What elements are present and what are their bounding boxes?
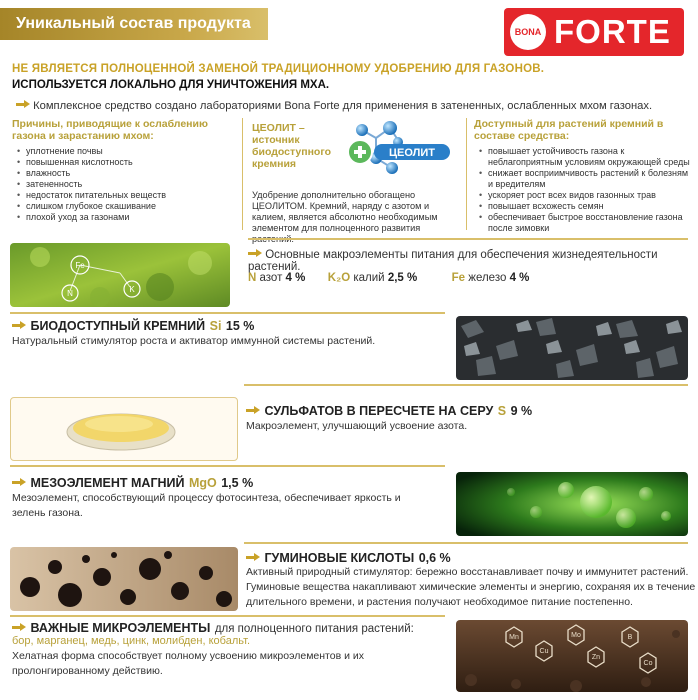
silicon-symbol: Si — [209, 319, 222, 333]
list-item: • снижает восприимчивость растений к болезням и вредителям — [474, 168, 692, 190]
silicon-benefits-title: Доступный для растений кремний в составе средства: — [474, 118, 664, 142]
logo-badge — [510, 14, 546, 50]
element-name: калий — [353, 272, 385, 284]
micro-photo-label: Mn — [509, 634, 519, 641]
humic-title: ГУМИНОВЫЕ КИСЛОТЫ — [264, 551, 415, 565]
micro-photo-label: Co — [643, 660, 653, 667]
silicon-benefits-list — [474, 146, 692, 234]
zeolite-badge — [346, 118, 452, 176]
magnesium-symbol: MgO — [188, 476, 217, 490]
micro-photo-label: B — [627, 634, 633, 641]
page-title: Уникальный состав продукта — [16, 15, 251, 32]
arrow-icon — [248, 249, 262, 258]
magnesium-title: МЕЗОЭЛЕМЕНТ МАГНИЙ — [30, 476, 185, 490]
macro-heading: Основные макроэлементы питания для обеспечения жизнедеятельности растений. — [248, 249, 658, 273]
divider-line — [248, 238, 688, 240]
list-item: • уплотнение почвы — [12, 146, 232, 157]
header-banner — [0, 8, 268, 40]
sulfur-symbol: S — [497, 404, 507, 418]
silicon-heading-row — [12, 317, 254, 335]
column-divider — [466, 118, 467, 230]
divider-line — [244, 384, 688, 386]
sulfur-powder-photo — [10, 397, 238, 461]
micro-desc-1: Хелатная форма способствует полному усвоению микроэлементов и их — [12, 650, 364, 662]
intro-text: Комплексное средство создано лабораториями Bona Forte для применения в затененных, ослабленных мхом газонах. — [33, 100, 653, 112]
list-item: • влажность — [12, 168, 232, 179]
element-symbol: N — [248, 272, 257, 284]
macro-values — [248, 272, 529, 284]
arrow-icon — [12, 321, 26, 330]
causes-title: Причины, приводящие к ослаблению газона и зарастанию мхом: — [12, 118, 208, 142]
list-item: • повышает устойчивость газона к неблагоприятным условиям окружающей среды — [474, 146, 692, 168]
magnesium-desc-2: зелень газона. — [12, 507, 83, 519]
humic-value: 0,6 % — [418, 551, 451, 565]
zeolite-title: ЦЕОЛИТ – источник биодоступного кремния — [252, 122, 331, 170]
micro-title: ВАЖНЫЕ МИКРОЭЛЕМЕНТЫ — [30, 621, 211, 635]
photo-label: Fe — [75, 261, 85, 270]
warning-line-2: ИСПОЛЬЗУЕТСЯ ЛОКАЛЬНО ДЛЯ УНИЧТОЖЕНИЯ МХА. — [12, 79, 330, 91]
column-divider — [242, 118, 243, 230]
list-item: • слишком глубокое скашивание — [12, 201, 232, 212]
zeolite-text: Удобрение дополнительно обогащено ЦЕОЛИТОМ. Кремний, наряду с азотом и калием, является абсолютно необходимым элементом для полноценного развития — [252, 190, 438, 233]
logo-prefix: BONA — [514, 27, 542, 37]
list-item: • плохой уход за газонами — [12, 212, 232, 223]
arrow-icon — [12, 478, 26, 487]
humic-desc-1: Активный природный стимулятор: бережно восстанавливает почву и иммунитет растений. — [246, 566, 689, 578]
micro-title-rest: для полноценного питания растений: — [214, 623, 414, 635]
sulfur-value: 9 % — [510, 404, 533, 418]
arrow-icon — [246, 553, 260, 562]
zeolite-molecule-icon — [346, 118, 452, 176]
micro-desc-2: пролонгированному действию. — [12, 665, 163, 677]
element-value: 4 % — [509, 272, 530, 284]
list-item: • повышает всхожесть семян — [474, 201, 692, 212]
photo-label: N — [67, 289, 73, 298]
silicon-title: БИОДОСТУПНЫЙ КРЕМНИЙ — [30, 319, 206, 333]
causes-column — [12, 118, 232, 223]
logo-word: FORTE — [554, 13, 671, 50]
element-symbol: K₂O — [327, 272, 351, 284]
humic-desc-2: Гуминовые вещества накапливают химические элементы и энергию, сохраняя их в течение — [246, 581, 696, 593]
magnesium-heading-row — [12, 474, 253, 492]
list-item: • затененность — [12, 179, 232, 190]
sulfur-heading-row — [246, 402, 532, 420]
list-item: • ускоряет рост всех видов газонных трав — [474, 190, 692, 201]
photo-label: K — [129, 285, 135, 294]
micro-photo-label: Mo — [571, 632, 581, 639]
causes-list — [12, 146, 232, 223]
element-name: железо — [468, 272, 507, 284]
element-value: 4 % — [285, 272, 306, 284]
divider-line — [10, 615, 445, 617]
zeolite-granules-photo — [456, 316, 688, 380]
divider-line — [10, 465, 445, 467]
macro-heading-row — [248, 249, 698, 273]
magnesium-desc-1: Мезоэлемент, способствующий процессу фотосинтеза, обеспечивает яркость и — [12, 492, 401, 504]
element-name: азот — [259, 272, 283, 284]
micro-photo-label: Zn — [591, 654, 601, 661]
silicon-benefits-column — [474, 118, 692, 234]
bona-forte-logo — [504, 8, 684, 56]
sulfur-desc: Макроэлемент, улучшающий усвоение азота. — [246, 420, 468, 432]
arrow-icon — [12, 623, 26, 632]
zeolite-badge-label: ЦЕОЛИТ — [389, 147, 435, 159]
divider-line — [10, 312, 445, 314]
silicon-desc: Натуральный стимулятор роста и активатор иммунной системы растений. — [12, 335, 376, 347]
magnesium-value: 1,5 % — [221, 476, 254, 490]
soil-photo — [456, 620, 688, 692]
humic-desc-3: длительного времени, и растения получают необходимое питание постепенно. — [246, 596, 633, 608]
element-value: 2,5 % — [387, 272, 418, 284]
list-item: • недостаток питательных веществ — [12, 190, 232, 201]
arrow-icon — [246, 406, 260, 415]
micro-photo-label: Cu — [539, 648, 549, 655]
micro-list: бор, марганец, медь, цинк, молибден, кобальт. — [12, 635, 250, 647]
divider-line — [244, 542, 688, 544]
moss-photo — [10, 243, 230, 307]
element-symbol: Fe — [451, 272, 466, 284]
sulfur-title: СУЛЬФАТОВ В ПЕРЕСЧЕТЕ НА СЕРУ — [264, 404, 494, 418]
silicon-value: 15 % — [225, 319, 255, 333]
arrow-icon — [16, 100, 30, 109]
warning-line-1: НЕ ЯВЛЯЕТСЯ ПОЛНОЦЕННОЙ ЗАМЕНОЙ ТРАДИЦИОННОМУ УДОБРЕНИЮ ДЛЯ ГАЗОНОВ. — [12, 63, 545, 75]
list-item: • повышенная кислотность — [12, 157, 232, 168]
list-item: • обеспечивает быстрое восстановление газона после зимовки — [474, 212, 692, 234]
chlorophyll-bubbles-photo — [456, 472, 688, 536]
humic-particles-photo — [10, 547, 238, 611]
intro-row — [16, 100, 652, 112]
